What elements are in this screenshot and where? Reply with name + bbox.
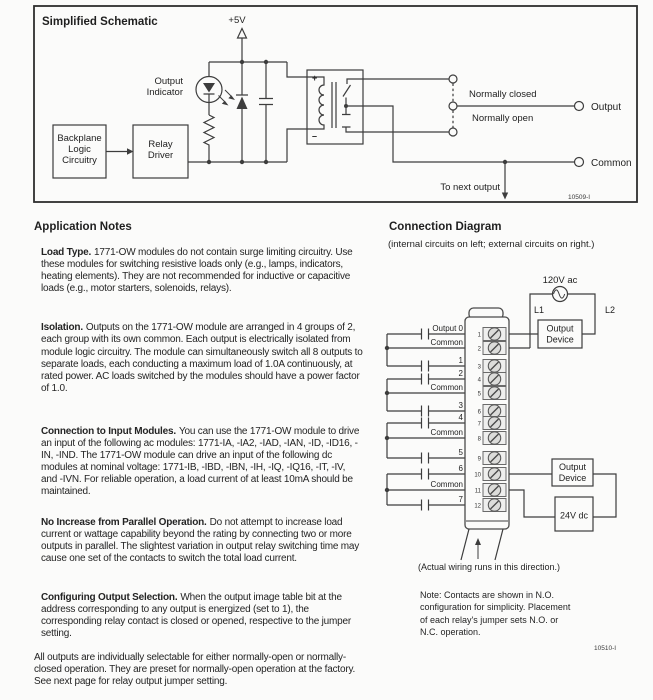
to-next-output-label: To next output: [440, 182, 500, 193]
terminal-number: 8: [477, 436, 481, 443]
paragraph-configuring-output: [41, 592, 363, 640]
wire-label: Common: [430, 480, 463, 489]
terminal-number: 6: [477, 409, 481, 416]
backplane-label-2: Logic: [68, 144, 91, 155]
wire-label: 1: [458, 356, 463, 365]
relay-contact-icons: [422, 329, 429, 511]
terminal-number: 12: [474, 503, 481, 510]
paragraph-text: Outputs on the 1771-OW module are arranged in 4 groups of 2, each group with its own common. Each output is electrically isolated from module logic circuitry. The module can simultaneously switch all 8 outputs to separate loads, each conducting a maximum load of 1.0A continuously, at rated power. AC loads switched by the modules should have a power factor of 1.0.: [41, 322, 363, 394]
common-label: Common: [591, 158, 632, 169]
paragraph-no-increase-parallel: [41, 517, 363, 565]
wire-label: 4: [458, 413, 463, 422]
relay-driver-label-1: Relay: [148, 139, 173, 150]
wire-label: Output 0: [432, 324, 463, 333]
terminal-number: 10: [474, 472, 481, 479]
output-device-label-2: Device: [546, 334, 574, 345]
paragraph-text: All outputs are individually selectable for either normally-open or normally-closed operation. They are preset for normally-open operation at the factory. See next page for relay output jumper setting.: [34, 652, 356, 688]
paragraph-text: 1771-OW modules do not contain surge limiting circuitry. Use these modules for switching resistive loads only (e.g., lamps, indicators, heating elements). They are not recommended for inductive or capacitive loads (e.g., motor starters, solenoids, relays).: [41, 247, 353, 295]
note-line: Note: Contacts are shown in N.O.: [420, 590, 555, 600]
l2-label: L2: [605, 305, 616, 315]
wire-label: Common: [430, 428, 463, 437]
note-line: N.C. operation.: [420, 627, 481, 638]
output-terminal-circle: [575, 102, 584, 111]
capacitor-icon: [259, 62, 273, 162]
ac-voltage-label: 120V ac: [542, 275, 578, 286]
application-notes: [34, 247, 363, 689]
paragraph-load-type: [41, 247, 363, 295]
output-label: Output: [591, 102, 622, 113]
external-dc-circuit: [509, 459, 616, 531]
no-terminal-circle: [449, 128, 457, 136]
paragraph-isolation: [41, 322, 363, 395]
paragraph-lead: Connection to Input Modules.: [41, 425, 176, 437]
paragraph-text: You can use the 1771-OW module to drive an input of the following ac modules: 1771-IA, -IA2, -IAD, -IAN, -ID, -ID16, -IN, -IND. The 1771-OW module can drive an input of the following dc modules at nominal voltage: 1771-IB, -IBD, -IBN, -IH, -IQ, -IQ16, -IT, -IV, and -IVN. For reliable operation, a load current of at least 10mA should be maintained.: [41, 425, 360, 498]
output-device-label-2: Device: [558, 473, 587, 483]
output-device-label-1: Output: [558, 462, 587, 472]
note-line: of each relay's jumper sets N.O. or: [420, 614, 559, 625]
plus5v-label: +5V: [228, 15, 246, 26]
external-ac-circuit: [509, 275, 615, 348]
wire-label: 7: [458, 495, 463, 504]
paragraph-text: Do not attempt to increase load current or wattage capability beyond the rating by connecting two or more outputs in parallel. The slightest variation in output relay switching time may cause one set of the contacts to switch the total load current.: [41, 516, 360, 564]
supply-triangle-icon: [238, 29, 247, 39]
common-wire: [346, 106, 575, 162]
connection-diagram-heading: Connection Diagram: [389, 221, 502, 233]
common-wires: [387, 348, 465, 490]
paragraph-connection-to-input-modules: [41, 426, 363, 499]
paragraph-lead: Configuring Output Selection.: [41, 591, 178, 603]
paragraph-text: When the output image table bit at the address corresponding to any output is energized (set to 1), the corresponding relay contact is closed or opened, respective to the jumper setting.: [41, 591, 352, 640]
wire-label: 6: [458, 464, 463, 473]
resistor-icon: [204, 115, 214, 162]
normally-open-label: Normally open: [472, 113, 534, 124]
wire-labels: [431, 324, 464, 504]
terminal-number: 4: [477, 377, 481, 384]
relay-minus-label: –: [312, 131, 318, 141]
paragraph-lead: Isolation.: [41, 322, 83, 334]
pole-terminal-circle: [449, 102, 457, 110]
wire-label: 2: [458, 369, 463, 378]
terminal-number: 7: [477, 421, 481, 428]
terminal-number: 1: [477, 332, 481, 339]
paragraph-all-outputs: [34, 652, 363, 688]
normally-closed-label: Normally closed: [469, 89, 537, 100]
terminal-number: 9: [477, 456, 481, 463]
relay-driver-label-2: Driver: [147, 150, 174, 161]
diode-icon: [236, 62, 248, 162]
dc-voltage-label: 24V dc: [559, 510, 589, 521]
wire-label: 5: [458, 448, 463, 457]
wiring-direction-arrow-icon: [475, 538, 481, 559]
application-notes-heading: Application Notes: [34, 221, 132, 233]
backplane-label-1: Backplane: [57, 133, 102, 144]
relay-symbol: [307, 70, 363, 144]
plus5v-supply: [228, 15, 246, 62]
output-indicator-label-2: Indicator: [146, 87, 183, 98]
output-device-label-1: Output: [546, 323, 574, 334]
backplane-logic-box: [53, 125, 106, 178]
terminal-number: 3: [477, 364, 481, 371]
led-indicator-icon: [196, 62, 235, 115]
terminal-number: 11: [474, 488, 481, 495]
terminal-block: [458, 308, 509, 560]
backplane-label-3: Circuitry: [62, 155, 97, 166]
simplified-schematic: [34, 6, 637, 202]
contacts-note: [420, 589, 570, 639]
schematic-figure-number: 10509-I: [568, 194, 591, 201]
to-next-output-arrow: [502, 160, 508, 200]
l1-label: L1: [534, 305, 545, 315]
paragraph-lead: No Increase from Parallel Operation.: [41, 516, 207, 528]
wiring-direction-caption: (Actual wiring runs in this direction.): [418, 562, 561, 572]
note-line: configuration for simplicity. Placement: [420, 602, 571, 613]
wire-label: Common: [430, 338, 463, 347]
connection-figure-number: 10510-I: [594, 645, 617, 652]
paragraph-lead: Load Type.: [41, 247, 92, 258]
ac-source-icon: [553, 287, 568, 302]
terminal-number: 2: [477, 346, 481, 353]
schematic-title: Simplified Schematic: [42, 16, 158, 28]
signal-arrow-icon: [106, 148, 134, 155]
terminal-number: 5: [477, 391, 481, 398]
wire-label: Common: [430, 383, 463, 392]
relay-driver-box: [133, 125, 188, 178]
common-terminal-circle: [575, 158, 584, 167]
wiring-duct: [461, 529, 503, 560]
connection-diagram-subtitle: (internal circuits on left; external circuits on right.): [388, 239, 595, 250]
output-indicator-label-1: Output: [154, 76, 183, 87]
connection-diagram-drawing: [385, 275, 616, 560]
relay-plus-label: +: [312, 73, 318, 83]
nc-terminal-circle: [449, 75, 457, 83]
wire-label: 3: [458, 401, 463, 410]
